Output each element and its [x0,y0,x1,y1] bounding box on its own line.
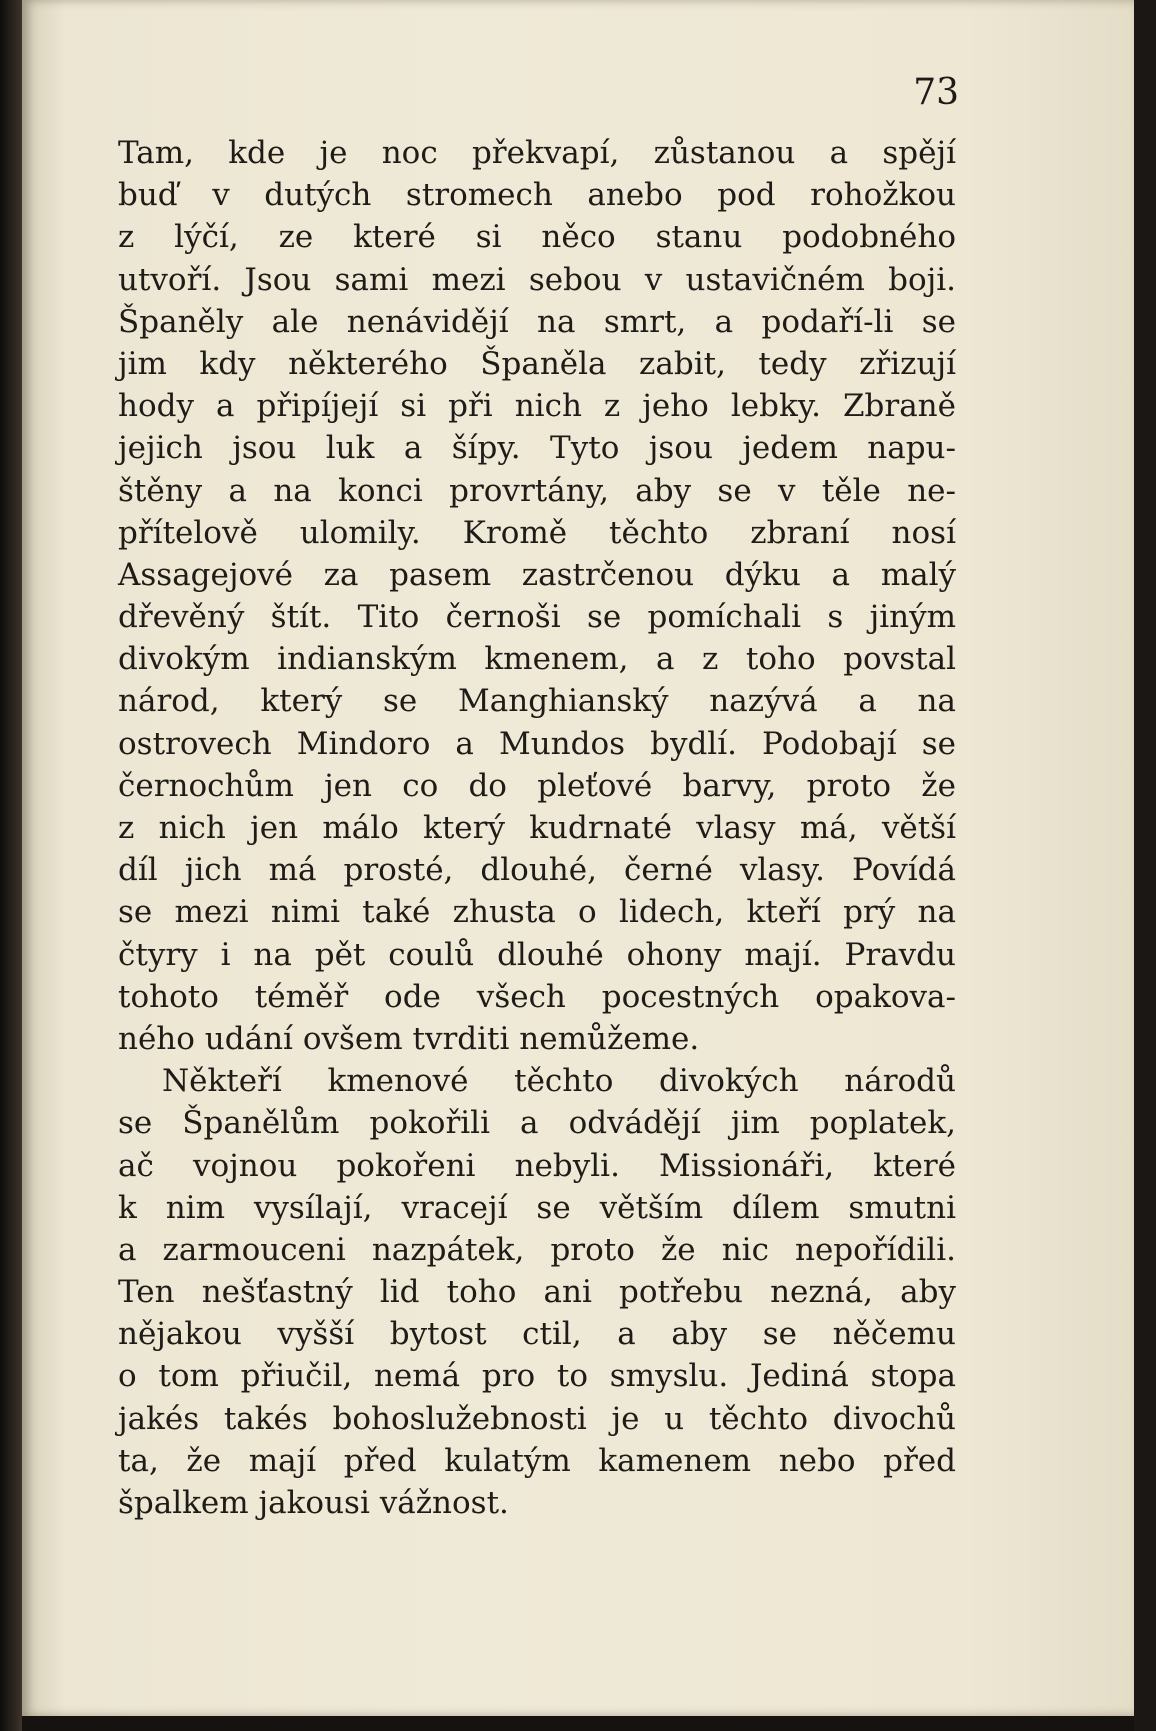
text-line: a zarmouceni nazpátek, proto že nic nepořídili. [118,1231,956,1268]
text-line: se mezi nimi také zhusta o lidech, kteří prý na [118,894,956,931]
text-line: Ten nešťastný lid toho ani potřebu nezná, aby [118,1274,956,1311]
text-line: divokým indianským kmenem, a z toho povstal [118,641,956,678]
text-line: národ, který se Manghianský nazývá a na [118,683,956,720]
text-line: se Španělům pokořili a odvádějí jim poplatek, [118,1105,956,1142]
text-line: štěny a na konci provrtány, aby se v těle ne- [118,472,956,509]
text-line: Assagejové za pasem zastrčenou dýku a malý [118,556,956,593]
text-line: o tom přiučil, nemá pro to smyslu. Jediná stopa [118,1358,956,1395]
text-line: utvoří. Jsou sami mezi sebou v ustavičném boji. [118,261,956,298]
text-line: Tam, kde je noc překvapí, zůstanou a spějí [118,135,956,171]
page-number: 73 [913,72,959,113]
text-line: jim kdy některého Španěla zabit, tedy zřizují [118,345,956,382]
text-line: tohoto téměř ode všech pocestných opakova- [118,978,956,1015]
text-line: jejich jsou luk a šípy. Tyto jsou jedem napu- [118,430,956,467]
text-line: hody a připíjejí si při nich z jeho lebky. Zbraně [118,388,956,425]
text-line: dřevěný štít. Tito černoši se pomíchali s jiným [118,599,956,636]
page-right-edge [1134,0,1156,1731]
text-line: buď v dutých stromech anebo pod rohožkou [118,177,956,214]
text-line: k nim vysílají, vracejí se větším dílem smutni [118,1189,956,1226]
page-bottom-edge [22,1716,1134,1731]
text-line: díl jich má prosté, dlouhé, černé vlasy. Povídá [118,852,956,889]
text-line: přítelově ulomily. Kromě těchto zbraní nosí [118,514,956,551]
text-line: nějakou vyšší bytost ctil, a aby se něčemu [118,1316,956,1353]
text-line: ač vojnou pokořeni nebyli. Missionáři, které [118,1147,956,1184]
text-line: jakés takés bohoslužebnosti je u těchto divochů [118,1400,956,1437]
text-line: čtyry i na pět coulů dlouhé ohony mají. Pravdu [118,936,956,973]
text-line: ostrovech Mindoro a Mundos bydlí. Podobají se [118,725,956,762]
text-line: ta, že mají před kulatým kamenem nebo před [118,1442,956,1479]
text-line: z nich jen málo který kudrnaté vlasy má, větší [118,810,956,846]
book-gutter [0,0,22,1731]
text-line: ného udání ovšem tvrditi nemůžeme. [118,1020,700,1057]
body-text [118,132,956,1524]
text-line: černochům jen co do pleťové barvy, proto že [118,767,956,804]
text-line: Španěly ale nenávidějí na smrt, a podaří-li se [118,303,956,340]
text-line: špalkem jakousi vážnost. [118,1485,509,1521]
text-line: Někteří kmenové těchto divokých národů [162,1063,956,1100]
text-line: z lýčí, ze které si něco stanu podobného [118,219,956,256]
